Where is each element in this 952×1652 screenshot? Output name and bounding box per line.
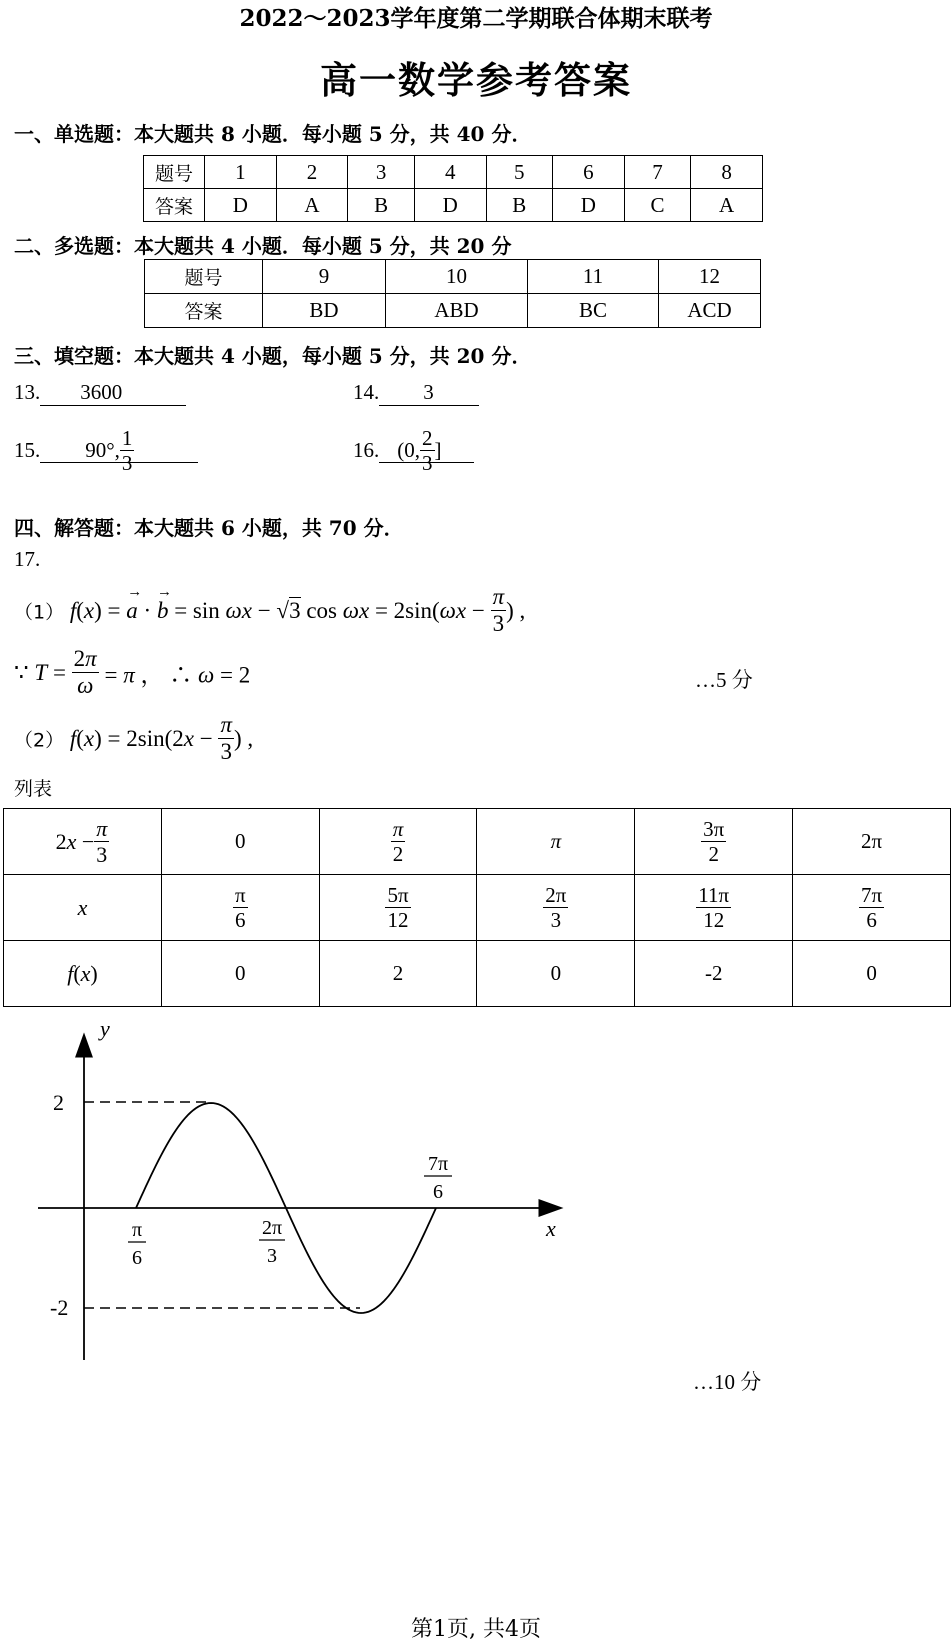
y-tick-neg2: -2 — [50, 1295, 69, 1320]
s1-a: D — [414, 189, 486, 222]
q14-value: 3 — [379, 380, 479, 406]
q16-fraction — [420, 426, 435, 475]
q15-number: 15. — [14, 438, 41, 463]
cell: -2 — [635, 941, 793, 1007]
cell: 2 — [319, 941, 477, 1007]
period-formula: ∵ T = $\frac{2\pi}{\omega}$ = π ， ∴ ω = 2 — [14, 646, 251, 699]
q15-answer — [14, 426, 198, 475]
q16-value — [379, 426, 474, 475]
q16-frac-num: 2 — [422, 426, 433, 450]
table-row — [4, 809, 951, 875]
section1-answer-table — [143, 155, 763, 222]
s1-q: 3 — [348, 156, 415, 189]
q17-number: 17. — [14, 547, 41, 571]
part1-label: （1） — [14, 601, 65, 624]
s2-q: 10 — [386, 260, 528, 294]
section2-question-label: 题号 — [145, 260, 263, 294]
cell: 2π — [793, 809, 951, 875]
document-title: 高一数学参考答案 — [320, 58, 632, 102]
s1-a: A — [276, 189, 348, 222]
q15-value — [40, 426, 198, 475]
x-tick-2pi3-num: 2π — [261, 1217, 283, 1239]
cell: 0 — [793, 941, 951, 1007]
s1-q: 5 — [486, 156, 553, 189]
page-footer: 第1页, 共4页 — [411, 1617, 541, 1642]
s2-a: BC — [528, 294, 659, 328]
s1-a: A — [691, 189, 763, 222]
y-axis-label: y — [100, 1016, 110, 1041]
s1-q: 2 — [276, 156, 348, 189]
x-tick-7pi6-num: 7π — [427, 1153, 449, 1175]
cell: $\frac{\pi}{2}$ — [319, 809, 477, 875]
s1-a: C — [624, 189, 691, 222]
row-header-x: x — [4, 875, 162, 941]
y-tick-2: 2 — [53, 1090, 64, 1115]
row-header-2x-minus-pi3: 2x − $\frac{\pi}{3}$ — [4, 809, 162, 875]
section2-desc: 本大题共 4 小题．每小题 5 分，共 20 分 — [134, 234, 512, 258]
s1-q: 8 — [691, 156, 763, 189]
part1-formula: （1） f(x) = a → · b → = sin ωx − √3 cos ωx = 2sin(ωx − $\frac{\pi}{3}$ ) , — [14, 583, 526, 637]
q15-fraction — [120, 426, 135, 475]
q14-answer — [353, 380, 479, 406]
s2-a: ACD — [659, 294, 761, 328]
cell: $\frac{2\pi}{3}$ — [477, 875, 635, 941]
cell: $\frac{\pi}{6}$ — [161, 875, 319, 941]
q14-number: 14. — [353, 380, 380, 404]
q15-frac-den: 3 — [121, 451, 133, 476]
section1-question-label: 题号 — [144, 156, 205, 189]
cell: π — [477, 809, 635, 875]
row-header-fx: f(x) — [4, 941, 162, 1007]
s1-a: D — [553, 189, 625, 222]
section2-label: 二、多选题： — [14, 234, 134, 258]
section1-answer-label: 答案 — [144, 189, 205, 222]
s2-q: 11 — [528, 260, 659, 294]
cell: 0 — [161, 941, 319, 1007]
cell: $\frac{5\pi}{12}$ — [319, 875, 477, 941]
exam-title: 2022～2023学年度第二学期联合体期末联考 — [239, 5, 713, 32]
table-caption: 列表 — [14, 778, 53, 800]
x-tick-7pi6-den: 6 — [433, 1181, 443, 1203]
q15-prefix: 90°, — [85, 438, 120, 463]
cell: $\frac{7\pi}{6}$ — [793, 875, 951, 941]
s1-q: 1 — [205, 156, 277, 189]
q16-number: 16. — [353, 438, 380, 463]
part2-formula: （2） f(x) = 2sin(2x − $\frac{\pi}{3}$ ) , — [14, 712, 254, 765]
q16-frac-den: 3 — [422, 451, 433, 476]
s2-q: 12 — [659, 260, 761, 294]
cell: $\frac{11\pi}{12}$ — [635, 875, 793, 941]
q13-value: 3600 — [40, 380, 186, 406]
s2-q: 9 — [263, 260, 386, 294]
q16-prefix: (0, — [397, 438, 420, 463]
section2-heading — [14, 230, 511, 259]
q13-answer — [14, 380, 186, 406]
s1-q: 7 — [624, 156, 691, 189]
q13-number: 13. — [14, 380, 41, 404]
q16-suffix: ] — [434, 438, 442, 463]
table-row — [4, 941, 951, 1007]
x-tick-pi6-den: 6 — [132, 1247, 142, 1269]
section2-answer-label: 答案 — [145, 294, 263, 328]
s1-a: D — [205, 189, 277, 222]
section4-heading: 四、解答题：本大题共 6 小题，共 70 分． — [14, 516, 404, 540]
section2-answer-table — [144, 259, 761, 328]
s1-a: B — [348, 189, 415, 222]
final-score: …10 分 — [693, 1370, 762, 1394]
cell: $\frac{3\pi}{2}$ — [635, 809, 793, 875]
cell: 0 — [477, 941, 635, 1007]
step1-score: …5 分 — [695, 668, 753, 692]
s1-a: B — [486, 189, 553, 222]
s1-q: 6 — [553, 156, 625, 189]
table-row — [4, 875, 951, 941]
q15-frac-num: 1 — [121, 426, 133, 450]
x-axis-label: x — [546, 1216, 556, 1241]
q16-answer — [353, 426, 474, 475]
cell: 0 — [161, 809, 319, 875]
section1-label: 一、单选题： — [14, 122, 134, 146]
part2-label: （2） — [14, 729, 65, 752]
value-table — [3, 808, 951, 1007]
x-tick-2pi3-den: 3 — [267, 1245, 277, 1267]
section1-desc: 本大题共 8 小题．每小题 5 分，共 40 分． — [134, 122, 532, 146]
section3-heading: 三、填空题：本大题共 4 小题，每小题 5 分，共 20 分． — [14, 344, 532, 368]
s1-q: 4 — [414, 156, 486, 189]
s2-a: BD — [263, 294, 386, 328]
x-tick-pi6-num: π — [131, 1219, 143, 1241]
sine-graph — [0, 1010, 600, 1380]
s2-a: ABD — [386, 294, 528, 328]
section1-heading — [14, 118, 531, 147]
